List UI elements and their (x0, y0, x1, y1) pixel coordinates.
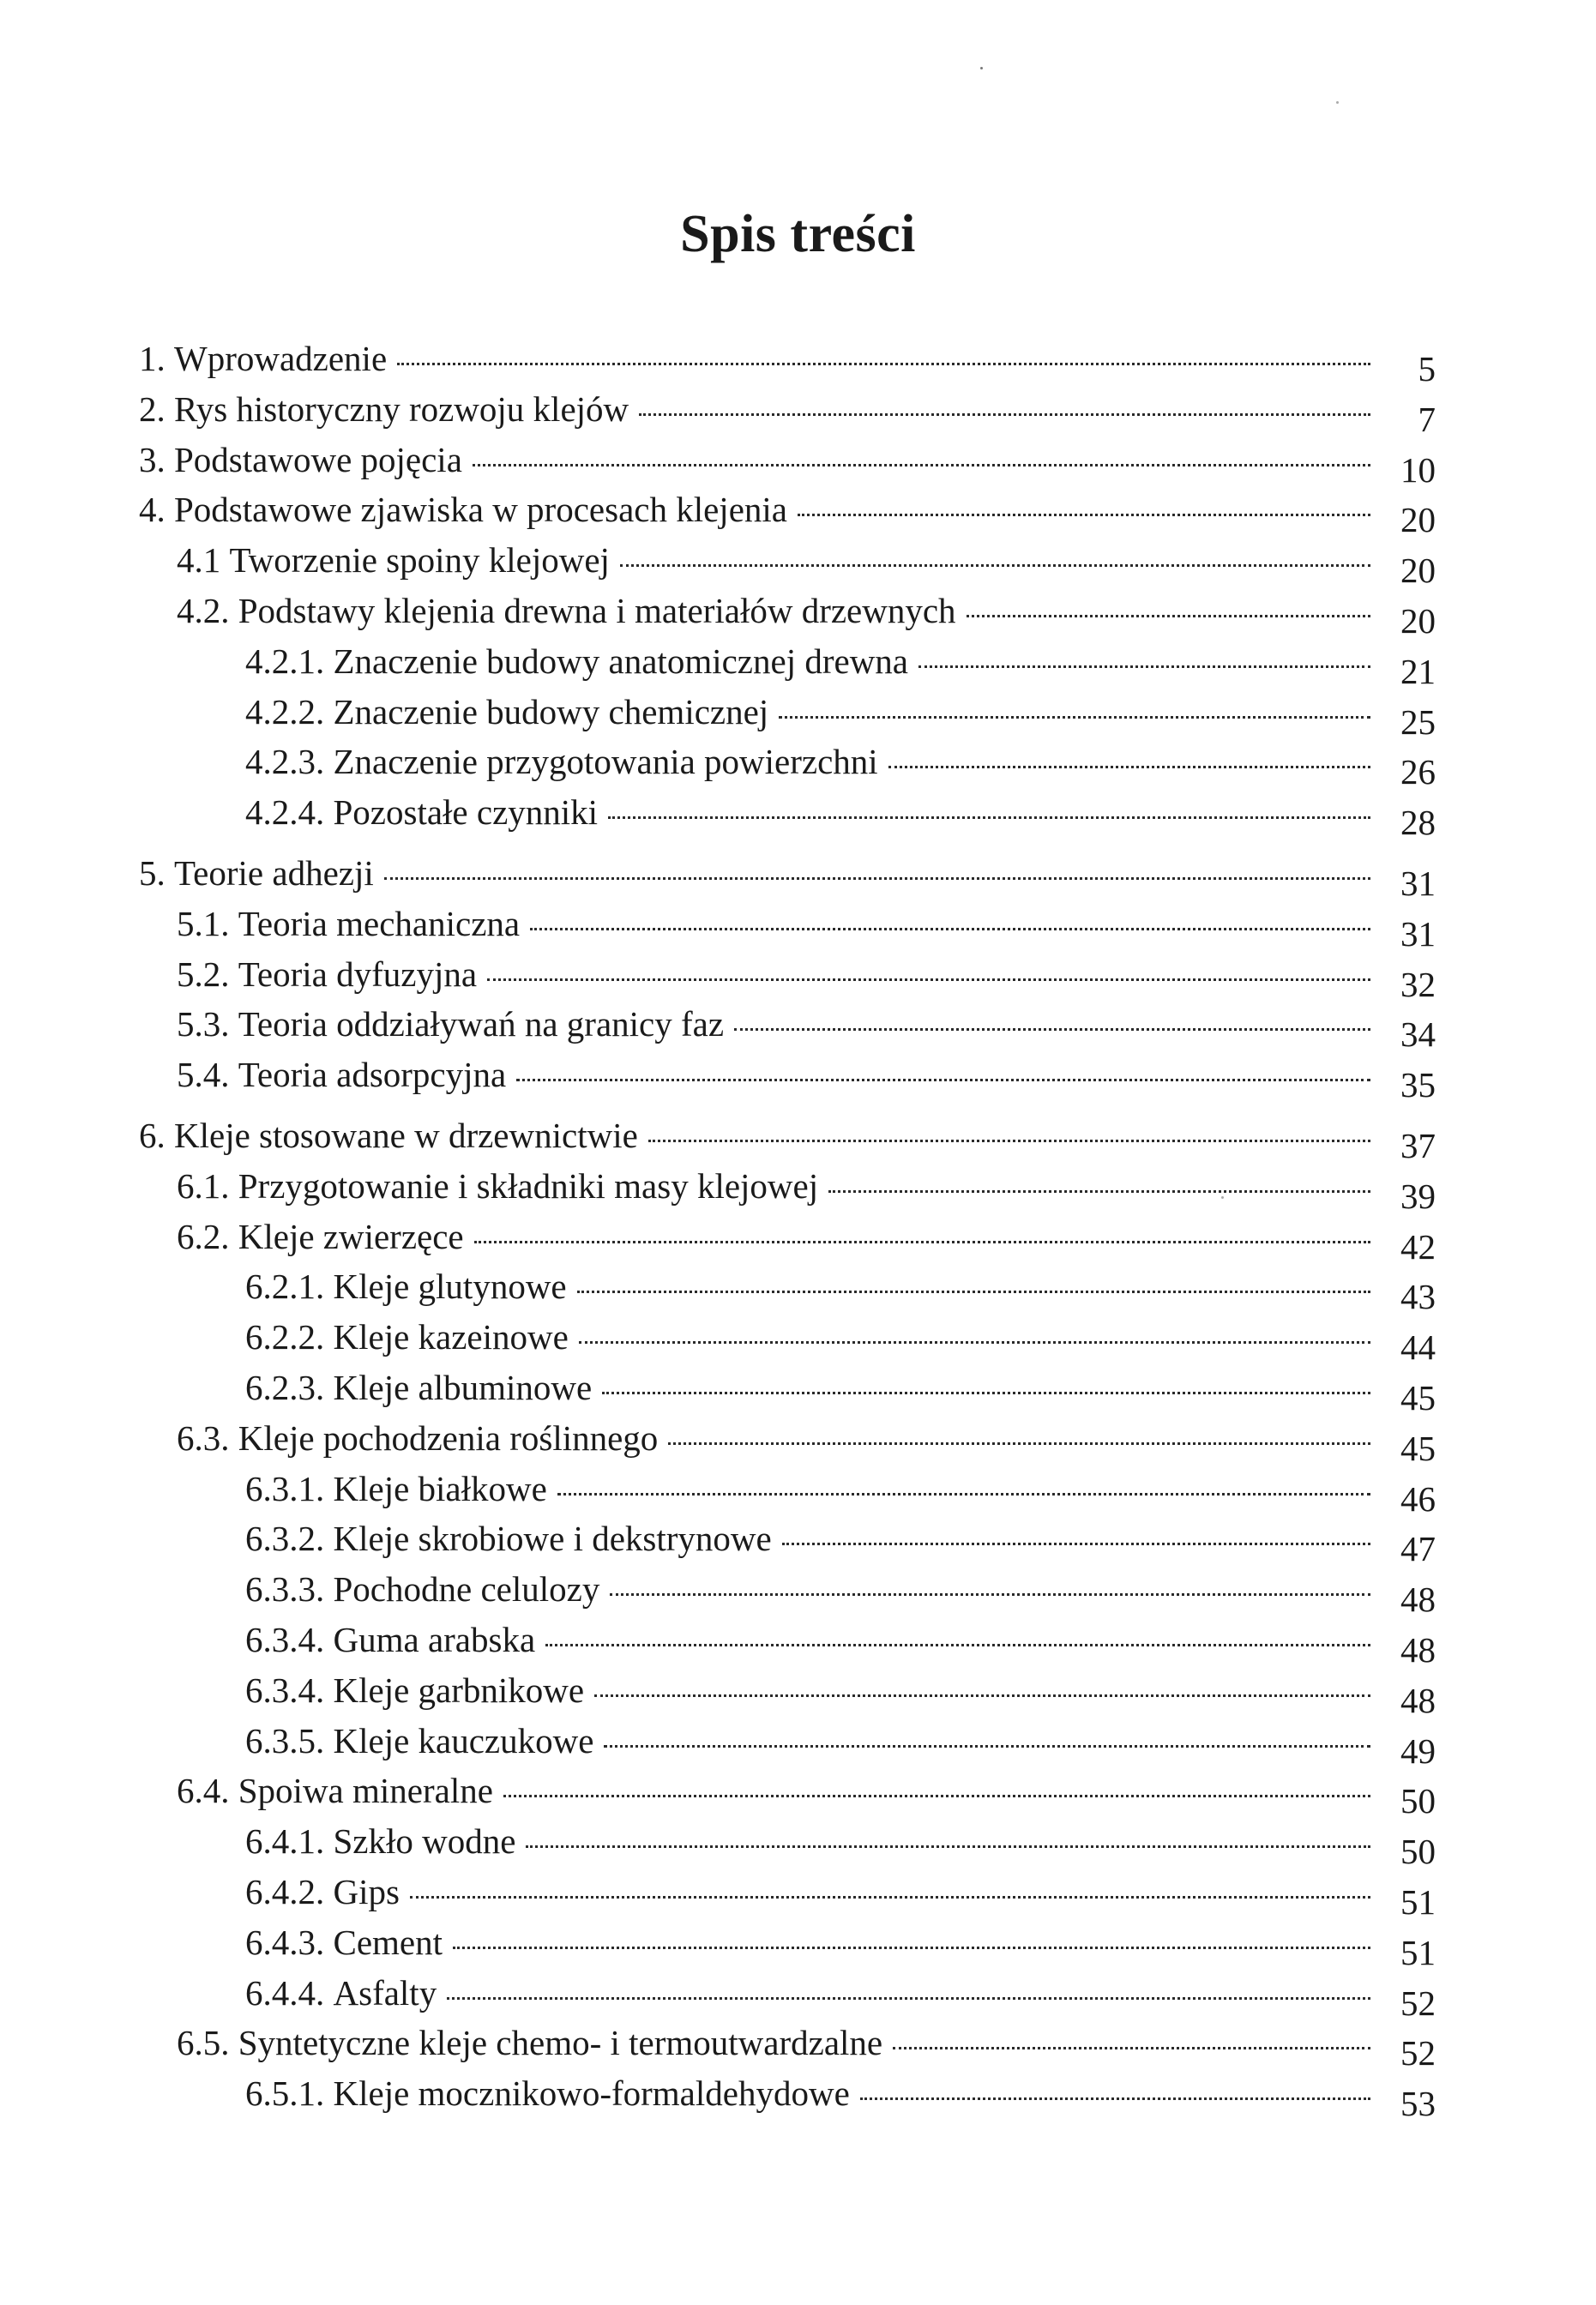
toc-entry (139, 1264, 1436, 1315)
toc-entry (139, 1113, 1436, 1164)
scan-speck (1336, 101, 1339, 104)
entry-title: Kleje glutynowe (333, 1267, 567, 1307)
dot-leader (610, 1593, 1370, 1596)
toc-entry (139, 387, 1436, 437)
entry-title: Kleje pochodzenia roślinnego (238, 1417, 659, 1458)
entry-title: Spoiwa mineralne (238, 1771, 493, 1811)
toc-entry (139, 1002, 1436, 1055)
entry-title: Znaczenie budowy chemicznej (333, 691, 769, 731)
entry-number: 6.3.4. (245, 1670, 334, 1710)
entry-title: Teoria oddziaływań na granicy faz (238, 1004, 725, 1044)
entry-number: 6. (139, 1115, 174, 1155)
toc-entry (139, 1617, 1436, 1668)
dot-leader (474, 1241, 1370, 1243)
entry-page: 21 (1400, 651, 1436, 691)
entry-page: 26 (1400, 752, 1436, 792)
entry-number: 6.3.4. (245, 1619, 334, 1659)
entry-title: Kleje białkowe (333, 1468, 547, 1508)
dot-leader (557, 1493, 1370, 1496)
dot-leader (487, 978, 1370, 981)
dot-leader (579, 1341, 1370, 1344)
dot-leader (967, 615, 1370, 617)
entry-number: 6.4.4. (245, 1972, 334, 2013)
dot-leader (782, 1543, 1370, 1545)
entry-page: 10 (1400, 449, 1436, 490)
entry-page: 34 (1400, 1014, 1436, 1055)
entry-title: Kleje zwierzęce (238, 1216, 464, 1256)
toc-entry (139, 851, 1436, 901)
entry-page: 46 (1400, 1478, 1436, 1519)
entry-number: 6.2.2. (245, 1317, 334, 1357)
entry-title: Kleje mocznikowo-formaldehydowe (333, 2073, 850, 2114)
entry-title: Kleje kauczukowe (333, 1720, 594, 1760)
entry-number: 3. (139, 439, 174, 479)
entry-title: Znaczenie budowy anatomicznej drewna (333, 641, 908, 681)
dot-leader (668, 1442, 1370, 1445)
toc-entry (139, 437, 1436, 488)
entry-title: Kleje stosowane w drzewnictwie (174, 1115, 638, 1155)
dot-leader (893, 2047, 1370, 2049)
dot-leader (639, 413, 1370, 416)
toc-entry (139, 1416, 1436, 1466)
entry-page: 39 (1400, 1176, 1436, 1216)
toc-entry (139, 588, 1436, 639)
dot-leader (397, 363, 1370, 365)
toc-entry (139, 487, 1436, 538)
entry-number: 5.3. (177, 1004, 238, 1044)
dot-leader (604, 1745, 1370, 1748)
entry-page: 47 (1400, 1529, 1436, 1569)
entry-title: Podstawy klejenia drewna i materiałów drzewnych (238, 590, 956, 630)
scan-speck (1221, 1196, 1224, 1199)
entry-number: 4.2. (177, 590, 238, 630)
entry-title: Kleje kazeinowe (333, 1317, 569, 1357)
toc-entry (139, 639, 1436, 689)
entry-title: Gips (333, 1871, 400, 1911)
entry-page: 20 (1400, 600, 1436, 641)
entry-number: 6.3.2. (245, 1519, 334, 1559)
dot-leader (410, 1896, 1370, 1899)
toc-entry (139, 1971, 1436, 2021)
toc-entry (139, 1819, 1436, 1872)
toc-entry (139, 538, 1436, 591)
entry-page: 7 (1418, 399, 1436, 439)
toc-entry (139, 1668, 1436, 1718)
dot-leader (620, 564, 1370, 567)
entry-title: Podstawowe pojęcia (174, 439, 462, 479)
entry-number: 6.4.2. (245, 1871, 334, 1911)
scan-speck (980, 67, 983, 69)
entry-number: 4. (139, 490, 174, 530)
entry-title: Teorie adhezji (174, 852, 374, 893)
entry-title: Kleje albuminowe (333, 1367, 593, 1407)
page-title: Spis treści (680, 205, 916, 263)
toc-entry (139, 1164, 1436, 1214)
dot-leader (503, 1795, 1370, 1797)
table-of-contents (139, 336, 1436, 2124)
entry-number: 5.2. (177, 954, 238, 994)
entry-number: 4.1 (177, 540, 230, 581)
entry-number: 6.2. (177, 1216, 238, 1256)
dot-leader (918, 665, 1370, 668)
toc-entry (139, 1718, 1436, 1769)
entry-page: 50 (1400, 1781, 1436, 1821)
dot-leader (453, 1947, 1370, 1949)
entry-title: Podstawowe zjawiska w procesach klejenia (174, 490, 787, 530)
entry-number: 6.2.3. (245, 1367, 334, 1407)
entry-title: Teoria mechaniczna (238, 903, 521, 943)
toc-entry (139, 2020, 1436, 2071)
entry-page: 45 (1400, 1428, 1436, 1468)
entry-number: 4.2.1. (245, 641, 334, 681)
dot-leader (526, 1845, 1370, 1848)
entry-page: 49 (1400, 1730, 1436, 1771)
entry-title: Szkło wodne (333, 1821, 516, 1862)
dot-leader (828, 1190, 1370, 1193)
entry-page: 48 (1400, 1580, 1436, 1620)
dot-leader (594, 1694, 1370, 1697)
entry-page: 43 (1400, 1277, 1436, 1317)
entry-number: 6.3.1. (245, 1468, 334, 1508)
entry-page: 5 (1418, 349, 1436, 388)
toc-entry (139, 1214, 1436, 1265)
toc-entry (139, 1365, 1436, 1416)
dot-leader (516, 1079, 1370, 1081)
entry-title: Guma arabska (333, 1619, 536, 1659)
entry-number: 5.4. (177, 1055, 238, 1095)
entry-number: 2. (139, 388, 174, 429)
entry-number: 4.2.2. (245, 691, 334, 731)
entry-page: 52 (1400, 2033, 1436, 2073)
entry-title: Przygotowanie i składniki masy klejowej (238, 1165, 819, 1206)
entry-page: 48 (1400, 1629, 1436, 1670)
entry-page: 45 (1400, 1377, 1436, 1417)
entry-title: Teoria dyfuzyjna (238, 954, 478, 994)
entry-title: Wprowadzenie (174, 339, 388, 378)
toc-entry (139, 689, 1436, 740)
dot-leader (530, 928, 1370, 930)
entry-number: 4.2.4. (245, 792, 334, 833)
toc-entry (139, 790, 1436, 843)
entry-page: 35 (1400, 1065, 1436, 1105)
entry-number: 6.1. (177, 1165, 238, 1206)
entry-page: 25 (1400, 701, 1436, 742)
entry-title: Kleje garbnikowe (333, 1670, 585, 1710)
entry-page: 50 (1400, 1832, 1436, 1872)
toc-entry (139, 1466, 1436, 1517)
toc-entry (139, 1869, 1436, 1920)
entry-number: 6.5.1. (245, 2073, 334, 2114)
entry-title: Rys historyczny rozwoju klejów (174, 388, 629, 429)
dot-leader (779, 716, 1370, 719)
entry-title: Pochodne celulozy (333, 1569, 600, 1610)
dot-leader (577, 1291, 1370, 1293)
toc-entry (139, 1516, 1436, 1567)
entry-page: 37 (1400, 1125, 1436, 1165)
entry-number: 6.4.3. (245, 1922, 334, 1962)
entry-number: 6.5. (177, 2023, 238, 2063)
toc-entry (139, 2071, 1436, 2124)
toc-entry (139, 1920, 1436, 1971)
entry-title: Znaczenie przygotowania powierzchni (333, 742, 878, 782)
entry-title: Pozostałe czynniki (333, 792, 599, 833)
entry-page: 48 (1400, 1680, 1436, 1720)
entry-page: 53 (1400, 2084, 1436, 2124)
entry-page: 31 (1400, 913, 1436, 954)
entry-page: 31 (1400, 863, 1436, 903)
toc-entry (139, 1315, 1436, 1368)
entry-title: Kleje skrobiowe i dekstrynowe (333, 1519, 772, 1559)
entry-title: Cement (333, 1922, 443, 1962)
dot-leader (384, 877, 1370, 880)
dot-leader (734, 1028, 1370, 1031)
toc-entry (139, 1768, 1436, 1819)
dot-leader (545, 1644, 1370, 1646)
entry-number: 4.2.3. (245, 742, 334, 782)
entry-page: 51 (1400, 1881, 1436, 1922)
dot-leader (860, 2097, 1370, 2100)
toc-entry (139, 1052, 1436, 1103)
dot-leader (608, 816, 1370, 819)
dot-leader (447, 1997, 1370, 2000)
entry-page: 51 (1400, 1932, 1436, 1972)
dot-leader (473, 464, 1370, 466)
entry-title: Tworzenie spoiny klejowej (229, 540, 610, 581)
entry-title: Asfalty (333, 1972, 437, 2013)
entry-page: 28 (1400, 803, 1436, 843)
toc-entry (139, 739, 1436, 790)
entry-title: Teoria adsorpcyjna (238, 1055, 507, 1095)
dot-leader (602, 1392, 1370, 1394)
entry-number: 6.4. (177, 1771, 238, 1811)
dot-leader (798, 514, 1370, 516)
entry-number: 5. (139, 852, 174, 893)
toc-entry (139, 901, 1436, 952)
entry-page: 20 (1400, 551, 1436, 591)
entry-page: 32 (1400, 964, 1436, 1004)
entry-page: 42 (1400, 1226, 1436, 1267)
entry-page: 20 (1400, 500, 1436, 540)
toc-entry (139, 1567, 1436, 1620)
entry-number: 1. (139, 339, 174, 378)
entry-number: 6.3.3. (245, 1569, 334, 1610)
entry-number: 6.3. (177, 1417, 238, 1458)
entry-number: 5.1. (177, 903, 238, 943)
entry-title: Syntetyczne kleje chemo- i termoutwardzalne (238, 2023, 883, 2063)
dot-leader (648, 1140, 1370, 1142)
entry-page: 44 (1400, 1327, 1436, 1368)
entry-number: 6.3.5. (245, 1720, 334, 1760)
toc-entry (139, 952, 1436, 1002)
entry-page: 52 (1400, 1983, 1436, 2023)
entry-number: 6.4.1. (245, 1821, 334, 1862)
dot-leader (888, 766, 1370, 768)
toc-entry (139, 336, 1436, 387)
entry-number: 6.2.1. (245, 1267, 334, 1307)
